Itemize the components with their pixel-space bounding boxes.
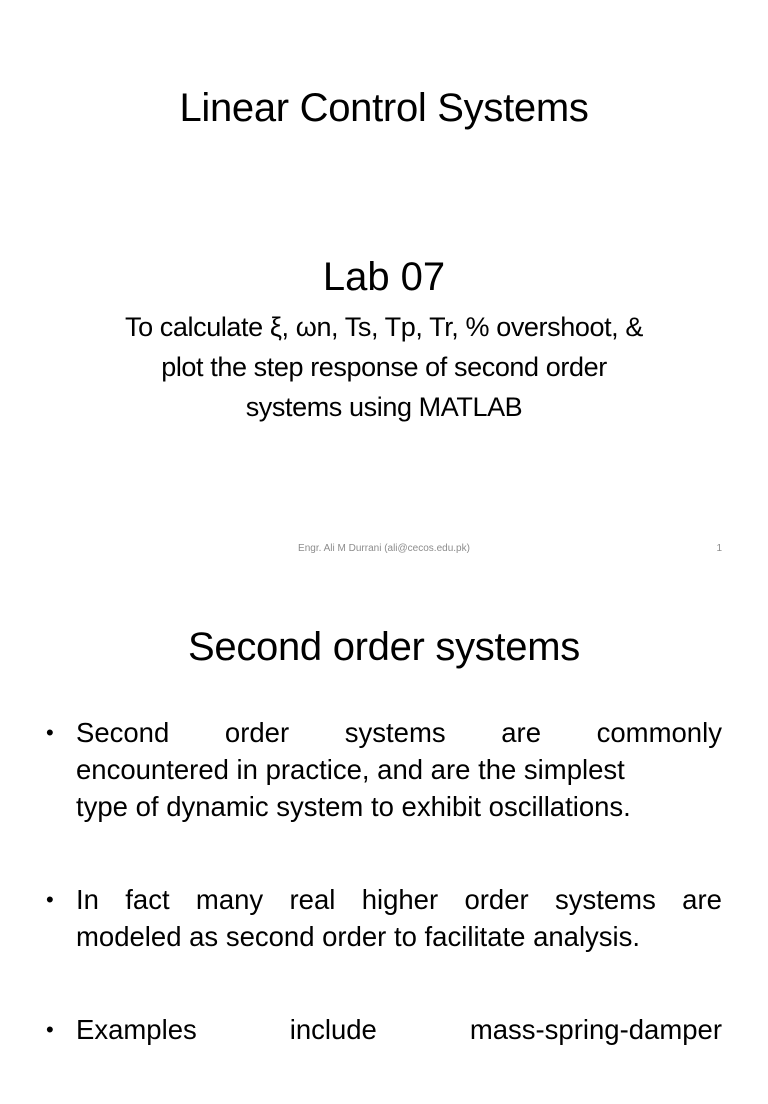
word: are xyxy=(501,717,541,748)
bullet-item xyxy=(46,881,722,955)
slide-title: Linear Control Systems xyxy=(179,86,589,130)
slide-footer: Engr. Ali M Durrani (ali@cecos.edu.pk) xyxy=(298,543,470,554)
word: order xyxy=(464,884,529,915)
word: real xyxy=(289,884,336,915)
bullet-line: type of dynamic system to exhibit oscillations. xyxy=(76,791,631,822)
bullet-item xyxy=(46,714,722,825)
word: commonly xyxy=(596,717,722,748)
word: Second xyxy=(76,717,170,748)
word: are xyxy=(682,884,722,915)
bullet-line xyxy=(76,714,722,751)
word: include xyxy=(289,1014,377,1045)
page-number: 1 xyxy=(716,543,722,554)
word: In xyxy=(76,884,99,915)
bullet-line: encountered in practice, and are the simplest xyxy=(76,754,625,785)
slide-2 xyxy=(0,576,768,1045)
word: Examples xyxy=(76,1014,197,1045)
lab-title: Lab 07 xyxy=(322,255,446,299)
word: mass-spring-damper xyxy=(469,1014,722,1045)
bullet-line: modeled as second order to facilitate analysis. xyxy=(76,921,641,952)
word: order xyxy=(224,717,290,748)
bullet-line xyxy=(76,881,722,918)
word: higher xyxy=(361,884,439,915)
bullet-item xyxy=(46,1011,722,1048)
subtitle-line: To calculate ξ, ωn, Ts, Tp, Tr, % overshoot, & xyxy=(124,312,643,342)
word: many xyxy=(195,884,264,915)
word: systems xyxy=(555,884,656,915)
bullet-icon: • xyxy=(46,720,54,745)
word: systems xyxy=(344,717,446,748)
word: fact xyxy=(125,884,170,915)
bullet-list xyxy=(46,714,722,1104)
lab-subtitle xyxy=(60,307,708,427)
subtitle-line: systems using MATLAB xyxy=(245,392,523,422)
slide-title: Second order systems xyxy=(188,625,580,669)
bullet-icon: • xyxy=(46,1017,54,1042)
bullet-icon: • xyxy=(46,887,54,912)
bullet-line xyxy=(76,1011,722,1048)
subtitle-line: plot the step response of second order xyxy=(161,352,607,382)
